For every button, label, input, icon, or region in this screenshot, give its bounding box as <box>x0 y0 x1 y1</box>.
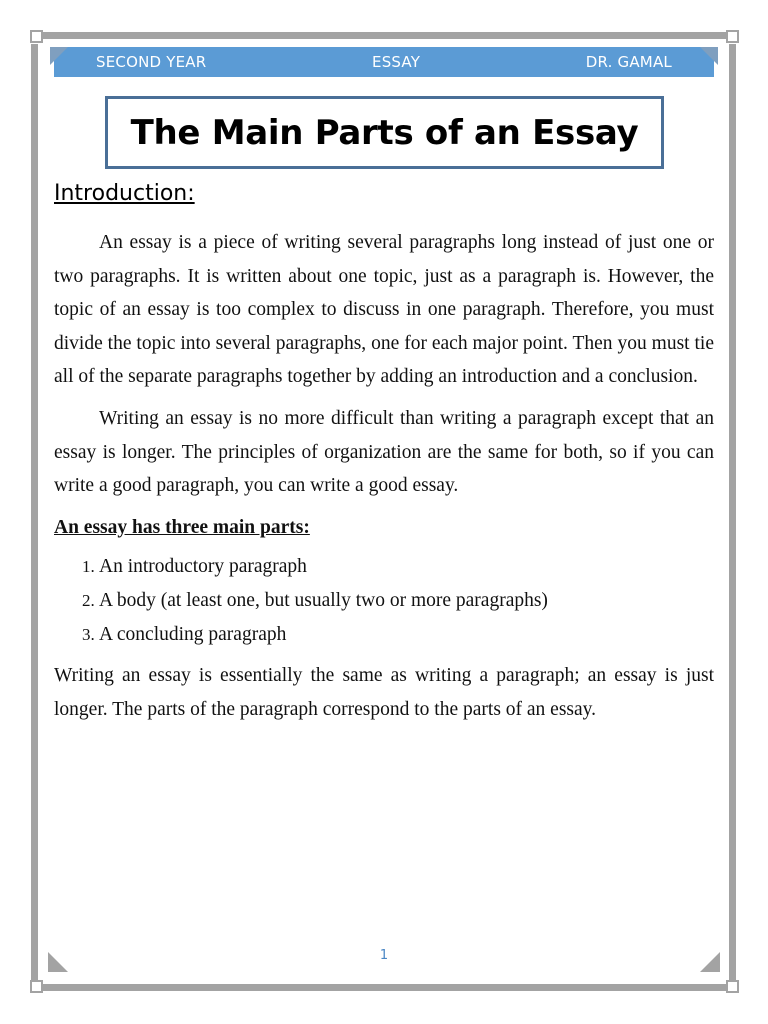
page-number: 1 <box>379 948 389 963</box>
list-item: 1. An introductory paragraph <box>99 550 714 584</box>
page-border-bottom <box>40 984 728 991</box>
body-text <box>54 226 714 726</box>
header-subject: ESSAY <box>372 53 421 71</box>
paragraph-3: Writing an essay is essentially the same as writing a paragraph; an essay is just longer. The parts of the paragraph correspond to the parts of an essay. <box>54 665 714 720</box>
paragraph-1: An essay is a piece of writing several paragraphs long instead of just one or two paragraphs. It is written about one topic, just as a paragraph is. However, the topic of an essay is too complex to discuss in one paragraph. Therefore, you must divide the topic into several paragraphs, one for each major point. Then you must tie all of the separate paragraphs together by adding an introduction and a conclusion. <box>54 232 714 388</box>
page-title: The Main Parts of an Essay <box>130 112 639 153</box>
parts-heading: An essay has three main parts: <box>54 516 310 538</box>
corner-ornament-top-right <box>726 30 739 43</box>
list-item: 2. A body (at least one, but usually two or more paragraphs) <box>99 584 714 618</box>
corner-ornament-bottom-left <box>30 980 43 993</box>
list-item: 3. A concluding paragraph <box>99 618 714 652</box>
header-corner-left <box>50 47 68 65</box>
section-heading-introduction: Introduction: <box>54 181 195 206</box>
corner-ornament-bottom-right <box>726 980 739 993</box>
page-border-left <box>31 44 38 982</box>
corner-ornament-top-left <box>30 30 43 43</box>
page-border-top <box>40 32 728 39</box>
header-corner-right <box>700 47 718 65</box>
header-author: DR. GAMAL <box>585 53 672 71</box>
parts-list <box>54 550 714 651</box>
header-band <box>54 47 714 77</box>
title-box <box>105 96 664 169</box>
header-course: SECOND YEAR <box>96 53 207 71</box>
page-border-right <box>729 44 736 982</box>
paragraph-2: Writing an essay is no more difficult than writing a paragraph except that an essay is longer. The principles of organization are the same for both, so if you can write a good paragraph, you can write a good essay. <box>54 407 714 497</box>
